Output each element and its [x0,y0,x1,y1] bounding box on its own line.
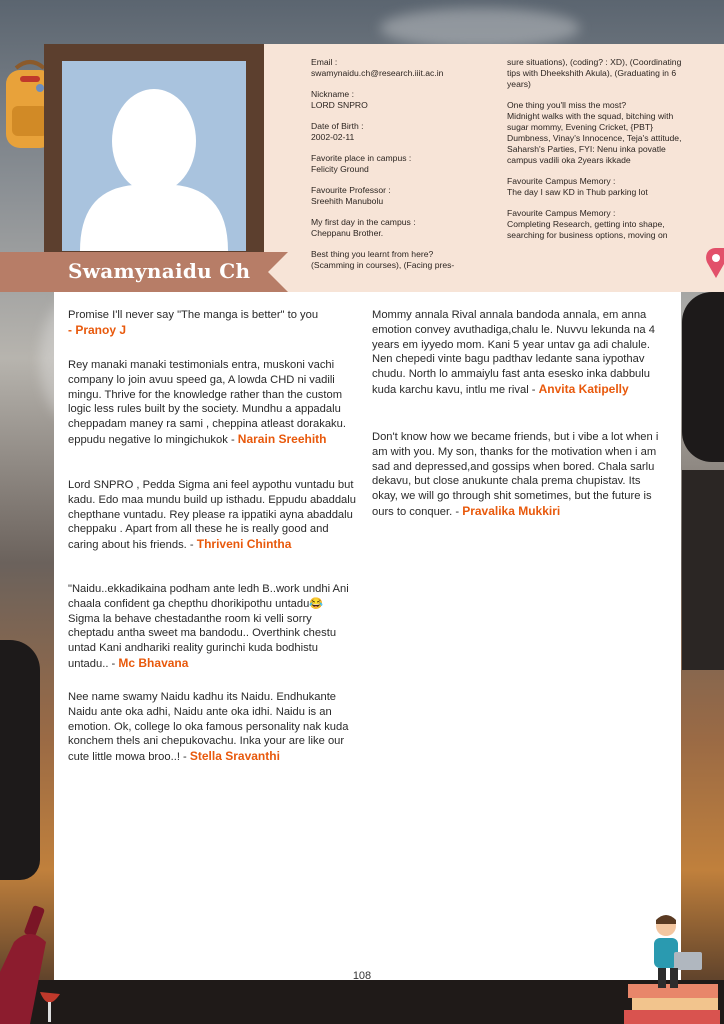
testimonial [68,358,358,448]
testimonial-author: - Pranoy J [68,322,127,337]
student-name: Swamynaidu Ch [68,259,251,283]
testimonial-text: "Naidu..ekkadikaina podham ante ledh B..work undhi Ani chaala confident ga chepthu dhorikipothu untadu😂 Sigma la behave chestadanthe room ki velli sorry cheptadu antha sweet ma bandodu.. Overthink chestu untad Kani andhariki reality gurinchi kuda bodhistu untadu.. - [68,583,349,670]
dob-label: Date of Birth : [311,121,364,131]
best-thing-label: Best thing you learnt from here? [311,249,434,259]
name-banner-tip [268,252,288,292]
profile-photo [62,61,246,251]
testimonial-author: Narain Sreehith [237,431,327,446]
favorite-professor-label: Favourite Professor : [311,185,391,195]
first-day-value: Cheppanu Brother. [311,228,384,238]
profile-details-col1 [311,57,491,271]
testimonial [68,690,358,765]
testimonial-text: Promise I'll never say "The manga is better" to you [68,309,319,321]
ground-decoration [0,980,724,1024]
testimonial-text: Don't know how we became friends, but i vibe a lot when i am with you. My son, thanks for the motivation when i am sad and depressed,and gossips when bored. Chala sarlu dekavu, but close anukunte chala prema chupistav. Its okay, we will go through shit sometimes, but the future is ours to conquer. - [372,431,659,518]
testimonial-text: Lord SNPRO , Pedda Sigma ani feel aypothu vuntadu but kadu. Edo maa mundu build up isthadu. Eppudu abaddalu chepthane vuntadu. Rey please ra ippatiki ayna abaddalu cheppaku . Apart from all these he is really good and caring about his friends. - [68,479,356,552]
testimonial-text: Nee name swamy Naidu kadhu its Naidu. Endhukante Naidu ante oka adhi, Naidu ante oka idhi. Naidu is an emotion. Ok, college lo oka famous personality nak kuda konchem thels ani chepukovachu. Inka your are like our cute little mowa broo..! - [68,691,349,764]
dob-value: 2002-02-11 [311,132,355,142]
campus-memory-label: Favourite Campus Memory : [507,176,616,186]
testimonial [68,308,358,339]
location-pin-icon [704,246,724,280]
favorite-place-value: Felicity Ground [311,164,369,174]
person-with-laptop-icon [624,912,720,1024]
testimonial [68,582,358,672]
email-label: Email : [311,57,338,67]
testimonial [372,308,662,398]
testimonial-author: Pravalika Mukkiri [462,503,561,518]
email-value: swamynaidu.ch@research.iiit.ac.in [311,68,444,78]
nickname-label: Nickname : [311,89,354,99]
testimonial-text: Rey manaki manaki testimonials entra, muskoni vachi company lo join avuu speed ga, A lowda CHD ni vadili mingu. Thrive for the knowledge rather than the custom logic less rules built by the society. Mundhu a appadalu cheppadam maney ra sami , cheppina atleast dorakaku. eppudu negative lo mingichukok - [68,359,346,446]
testimonial-author: Thriveni Chintha [196,537,292,552]
page-number: 108 [352,970,372,982]
testimonial-author: Mc Bhavana [118,655,189,670]
silhouette-decoration [682,470,724,670]
favorite-professor-value: Sreehith Manubolu [311,196,384,206]
testimonial-text: Mommy annala Rival annala bandoda annala, em anna emotion convey avuthadiga,chalu le. Nuvvu lekunda na 4 years em iyyedo mom. Kani 5 year untav ga adi chalule. Nen chepedi vinte bagu padthav ledante sana iypothav chudu. North lo ammaiylu fast anta esesko inka dabbulu kuda karchu kavu, intlu me rival - [372,309,655,396]
silhouette-decoration [0,640,40,880]
profile-details-col2 [507,57,693,241]
best-thing-value: (Scamming in courses), (Facing pres- [311,260,455,270]
wine-bottle-icon [0,902,70,1024]
best-thing-continued: sure situations), (coding? : XD), (Coordinating tips with Dheekshith Akula), (Graduating in 6 years) [507,57,682,89]
campus-memory-2-label: Favourite Campus Memory : [507,208,616,218]
testimonial [372,430,662,520]
cloud-decoration [380,8,580,48]
testimonial-author: Stella Sravanthi [189,749,280,764]
testimonial-author: Anvita Katipelly [538,381,629,396]
first-day-label: My first day in the campus : [311,217,416,227]
nickname-value: LORD SNPRO [311,100,368,110]
campus-memory-value: The day I saw KD in Thub parking lot [507,187,648,197]
miss-most-label: One thing you'll miss the most? [507,100,627,110]
campus-memory-2-value: Completing Research, getting into shape, searching for business options, moving on [507,219,668,240]
silhouette-decoration [682,292,724,462]
miss-most-value: Midnight walks with the squad, bitching with sugar mommy, Evening Cricket, {PBT} Dumbness, Vinay's Innocence, Teja's attitude, Saharsh's Parties, FYI: Nenu inka povatle campus vadili oka 2years ikkade [507,111,682,165]
favorite-place-label: Favorite place in campus : [311,153,412,163]
avatar-placeholder-icon [62,61,246,251]
testimonial [68,478,358,553]
